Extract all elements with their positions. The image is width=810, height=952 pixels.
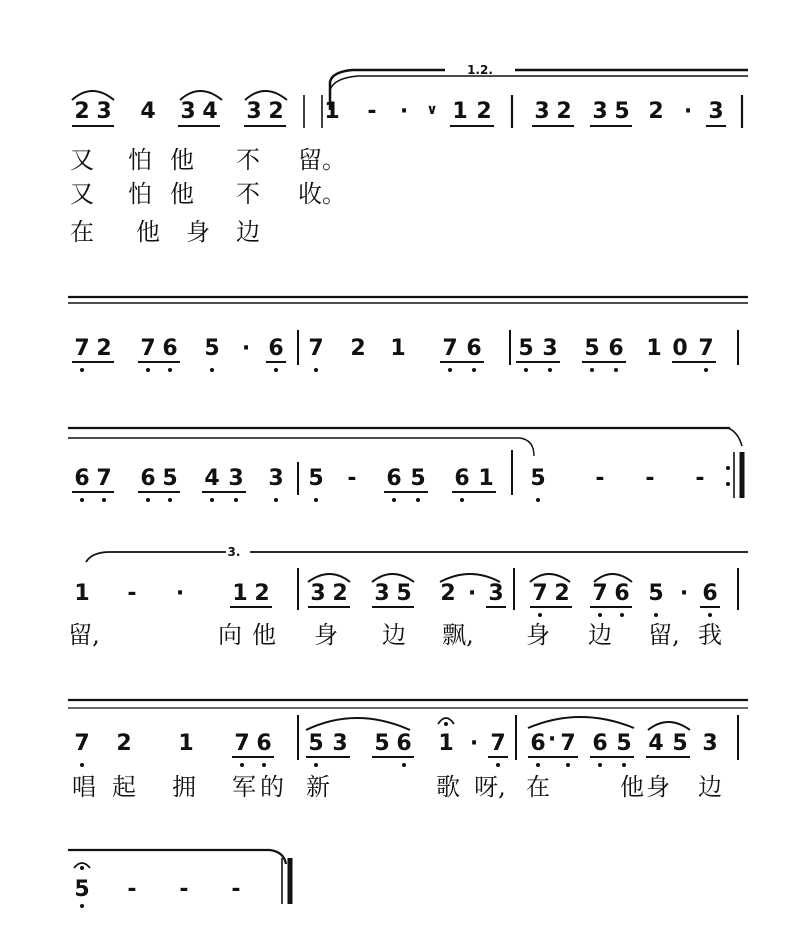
note: 6 xyxy=(702,581,718,606)
note: 3 xyxy=(180,99,196,124)
lyric: 唱 xyxy=(72,773,96,801)
lyric: 新 xyxy=(306,773,330,801)
lyric: 他 xyxy=(170,146,194,174)
note: 4 xyxy=(204,466,220,491)
score-row-5 xyxy=(68,700,748,801)
note: 6 xyxy=(162,336,178,361)
lyric: 歌 xyxy=(436,773,460,801)
note: 6 xyxy=(592,731,608,756)
note: 1 xyxy=(232,581,248,606)
note: 4 xyxy=(140,99,156,124)
note: 5 xyxy=(648,581,664,606)
lyric: 起 xyxy=(112,773,136,801)
dot: · xyxy=(399,99,409,124)
dash: - xyxy=(367,99,377,124)
lyric: 在 xyxy=(526,773,550,801)
note: 2 xyxy=(476,99,492,124)
note: 6 xyxy=(74,466,90,491)
note: 3 xyxy=(96,99,112,124)
dot: · xyxy=(241,336,251,361)
score-row-4 xyxy=(68,545,748,649)
note: 6 xyxy=(608,336,624,361)
note: 1 xyxy=(478,466,494,491)
note: 0 xyxy=(672,336,688,361)
note: 5 xyxy=(410,466,426,491)
note: 2 xyxy=(648,99,664,124)
note: 6 xyxy=(614,581,630,606)
dot: · xyxy=(683,99,693,124)
note: 5 xyxy=(396,581,412,606)
lyric: 怕 xyxy=(128,146,152,174)
note: 1 xyxy=(646,336,662,361)
dot: · xyxy=(679,581,689,606)
lyric: 边 xyxy=(698,773,722,801)
note: 3 xyxy=(246,99,262,124)
dot: · xyxy=(467,581,477,606)
score-row-2 xyxy=(68,297,748,372)
note: 7 xyxy=(308,336,324,361)
lyric: 又 xyxy=(70,180,94,208)
lyric: 边 xyxy=(236,218,260,246)
lyric: 身 xyxy=(526,621,550,649)
note: 2 xyxy=(332,581,348,606)
lyric: 飘, xyxy=(442,621,474,649)
note: 5 xyxy=(616,731,632,756)
note: 1 xyxy=(452,99,468,124)
dash: - xyxy=(231,877,241,902)
note: 3 xyxy=(534,99,550,124)
lyric: 向 xyxy=(218,621,242,649)
lyric: 又 xyxy=(70,146,94,174)
dash: - xyxy=(695,466,705,491)
note: 7 xyxy=(592,581,608,606)
note: 1 xyxy=(438,731,454,756)
note: 4 xyxy=(648,731,664,756)
note: 6 xyxy=(386,466,402,491)
score-row-1 xyxy=(70,63,748,246)
note: 7 xyxy=(442,336,458,361)
note: 2 xyxy=(116,731,132,756)
lyric: 他 xyxy=(620,773,644,801)
lyric: 身 xyxy=(186,218,210,246)
lyric: 身 xyxy=(314,621,338,649)
note: 2 xyxy=(350,336,366,361)
note: 3 xyxy=(268,466,284,491)
note: 5 xyxy=(584,336,600,361)
note: 6 xyxy=(140,466,156,491)
lyric: 他 xyxy=(170,180,194,208)
note: 7 xyxy=(234,731,250,756)
note: 7 xyxy=(140,336,156,361)
note: 1 xyxy=(390,336,406,361)
lyric: 拥 xyxy=(172,773,196,801)
lyric: 的 xyxy=(260,773,284,801)
lyric: 边 xyxy=(382,621,406,649)
lyric: 留, xyxy=(648,621,680,649)
score-row-3 xyxy=(68,428,742,502)
note: 6 xyxy=(530,731,546,756)
dash: - xyxy=(347,466,357,491)
note: 5 xyxy=(518,336,534,361)
lyric: 他 xyxy=(136,218,160,246)
note: 6 xyxy=(466,336,482,361)
note: 3 xyxy=(332,731,348,756)
note: 2 xyxy=(554,581,570,606)
note: 6 xyxy=(396,731,412,756)
note: 1 xyxy=(324,99,340,124)
lyric: 不 xyxy=(236,146,260,174)
note: 3 xyxy=(708,99,724,124)
dot: · xyxy=(469,731,479,756)
note: 2 xyxy=(268,99,284,124)
lyric: 留。 xyxy=(298,146,346,174)
note: 5 xyxy=(204,336,220,361)
note: 5 xyxy=(374,731,390,756)
dash: - xyxy=(127,581,137,606)
note: 7 xyxy=(74,731,90,756)
score-row-6 xyxy=(68,850,290,908)
note: 3 xyxy=(592,99,608,124)
note: 5 xyxy=(74,877,90,902)
dash: - xyxy=(179,877,189,902)
dot: · xyxy=(175,581,185,606)
note: 7 xyxy=(698,336,714,361)
note: 2 xyxy=(254,581,270,606)
volta-label: 3. xyxy=(227,545,241,559)
lyric: 怕 xyxy=(128,180,152,208)
lyric: 不 xyxy=(236,180,260,208)
lyric: 我 xyxy=(698,621,722,649)
note: 7 xyxy=(96,466,112,491)
volta-label: 1.2. xyxy=(467,63,493,77)
note: 5 xyxy=(672,731,688,756)
note: 6 xyxy=(256,731,272,756)
note: 3 xyxy=(228,466,244,491)
note: 2 xyxy=(74,99,90,124)
note: 3 xyxy=(702,731,718,756)
note: 5 xyxy=(308,731,324,756)
note: 7 xyxy=(532,581,548,606)
note: 2 xyxy=(556,99,572,124)
note: 6 xyxy=(454,466,470,491)
note: 2 xyxy=(96,336,112,361)
note: 1 xyxy=(74,581,90,606)
note: 5 xyxy=(162,466,178,491)
lyric: 边 xyxy=(588,621,612,649)
lyric: 军 xyxy=(232,773,256,801)
note: 7 xyxy=(560,731,576,756)
note: 4 xyxy=(202,99,218,124)
lyric: 收。 xyxy=(298,180,346,208)
note: 5 xyxy=(614,99,630,124)
dash: - xyxy=(127,877,137,902)
note: 3 xyxy=(374,581,390,606)
note: 7 xyxy=(490,731,506,756)
lyric: 留, xyxy=(68,621,100,649)
lyric: 身 xyxy=(646,773,670,801)
note: 5 xyxy=(530,466,546,491)
dash: - xyxy=(595,466,605,491)
lyric: 在 xyxy=(70,218,94,246)
note: 3 xyxy=(488,581,504,606)
note: 6 xyxy=(268,336,284,361)
dot: · xyxy=(547,727,557,752)
note: 2 xyxy=(440,581,456,606)
lyric: 呀, xyxy=(474,773,506,801)
note: 3 xyxy=(310,581,326,606)
lyric: 他 xyxy=(252,621,276,649)
breath-mark: ∨ xyxy=(426,102,438,118)
note: 5 xyxy=(308,466,324,491)
note: 1 xyxy=(178,731,194,756)
dash: - xyxy=(645,466,655,491)
note: 3 xyxy=(542,336,558,361)
note: 7 xyxy=(74,336,90,361)
